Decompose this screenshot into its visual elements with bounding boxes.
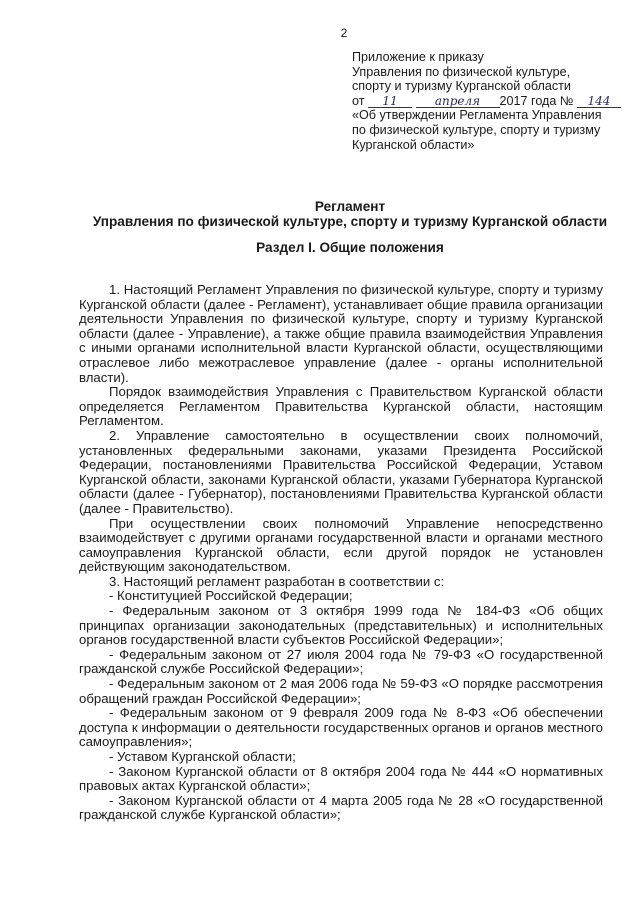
appendix-date-line bbox=[352, 94, 622, 109]
appendix-line: Управления по физической культуре, bbox=[352, 64, 571, 79]
handwritten-month: апреля bbox=[416, 95, 500, 108]
date-prefix: от bbox=[352, 93, 365, 108]
document-title: Регламент bbox=[314, 199, 386, 214]
handwritten-day: 11 bbox=[368, 95, 412, 108]
paragraph: 1. Настоящий Регламент Управления по физической культуре, спорту и туризму Курганской области (далее - Регламент), устанавливает общие правила организации деятельности Управления по физической культуре, спорту и туризму Курганской области (далее - Управление), а также общие правила взаимодействия Управления с иными органами исполнительной власти Курганской области, осуществляющими отраслевое либо межотраслевое управление (далее - органы исполнительной власти). bbox=[79, 282, 603, 385]
list-item: - Федеральным законом от 27 июля 2004 года № 79-ФЗ «О государственной гражданской службе Российской Федерации»; bbox=[79, 646, 603, 677]
document-subtitle: Управления по физической культуре, спорту и туризму Курганской области bbox=[92, 214, 608, 229]
paragraph: 2. Управление самостоятельно в осуществлении своих полномочий, установленных федеральными законами, указами Президента Российской Федерации, постановлениями Правительства Российской Федерации, Уставом Курганской области, законами Курганской области, указами Губернатора Курганской области (далее - Губернатор), постановлениями Правительства Курганской области (далее - Правительство). bbox=[79, 427, 603, 516]
date-year: 2017 года № bbox=[499, 93, 574, 108]
list-item: - Федеральным законом от 3 октября 1999 года № 184-ФЗ «Об общих принципах организации законодательных (представительных) и исполнительных органов государственной власти субъектов Российской Федерации»; bbox=[79, 603, 603, 648]
appendix-line: Приложение к приказу bbox=[352, 50, 484, 64]
appendix-line: по физической культуре, спорту и туризму bbox=[352, 122, 601, 137]
appendix-block bbox=[352, 50, 622, 152]
paragraph: Порядок взаимодействия Управления с Правительством Курганской области определяется Регламентом Правительства Курганской области, настоящим Регламентом. bbox=[79, 384, 603, 429]
list-item: - Конституцией Российской Федерации; bbox=[109, 588, 353, 604]
paragraph: При осуществлении своих полномочий Управление непосредственно взаимодействует с другими органами государственной власти и органами местного самоуправления Курганской области, если другой порядок не установлен действующим законодательством. bbox=[79, 515, 603, 575]
page-number: 2 bbox=[340, 26, 348, 40]
paragraph: 3. Настоящий регламент разработан в соответствии с: bbox=[109, 573, 445, 589]
appendix-line: «Об утверждении Регламента Управления bbox=[352, 108, 602, 123]
appendix-line: Курганской области» bbox=[352, 137, 475, 152]
list-item: - Законом Курганской области от 4 марта 2005 года № 28 «О государственной гражданской службе Курганской области»; bbox=[79, 792, 603, 823]
appendix-line: спорту и туризму Курганской области bbox=[352, 79, 571, 94]
section-heading: Раздел I. Общие положения bbox=[256, 240, 444, 255]
list-item: - Федеральным законом от 2 мая 2006 года № 59-ФЗ «О порядке рассмотрения обращений граждан Российской Федерации»; bbox=[79, 676, 603, 706]
list-item: - Законом Курганской области от 8 октября 2004 года № 444 «О нормативных правовых актах Курганской области»; bbox=[79, 763, 603, 794]
handwritten-order-number: 144 bbox=[577, 95, 621, 108]
list-item: - Уставом Курганской области; bbox=[109, 749, 296, 764]
document-body bbox=[79, 283, 603, 823]
list-item: - Федеральным законом от 9 февраля 2009 года № 8-ФЗ «Об обеспечении доступа к информации о деятельности государственных органов и органов местного самоуправления»; bbox=[79, 705, 603, 750]
